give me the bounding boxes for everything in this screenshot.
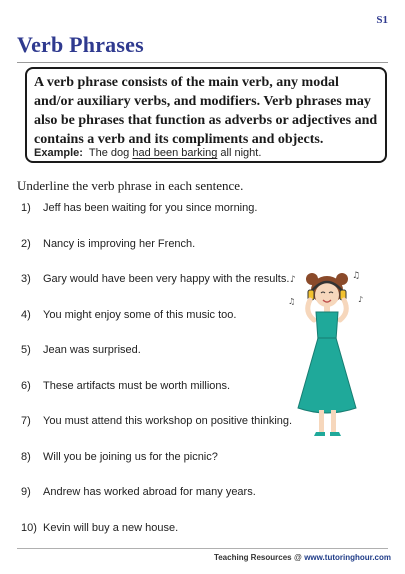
instruction: Underline the verb phrase in each sentence. — [17, 178, 244, 193]
footer-divider — [17, 548, 388, 549]
example-after: all night. — [217, 147, 262, 159]
question-text: Nancy is improving her French. — [43, 237, 196, 250]
question-number: 6) — [21, 379, 31, 392]
question-number: 4) — [21, 308, 31, 321]
footer-at: @ — [293, 553, 302, 562]
question-number: 9) — [21, 486, 31, 498]
question-text: Kevin will buy a new house. — [43, 521, 179, 534]
question-number: 2) — [21, 237, 31, 250]
question-item — [21, 238, 195, 250]
question-text: You must attend this workshop on positive thinking. — [43, 415, 293, 427]
footer-brand: Teaching Resources — [213, 553, 292, 562]
question-item — [21, 309, 236, 321]
question-number: 3) — [21, 273, 31, 285]
question-text: Jeff has been waiting for you since morning. — [43, 202, 258, 214]
example-verb-phrase: had been barking — [132, 147, 218, 159]
question-item — [21, 415, 292, 427]
svg-text:♫: ♫ — [352, 271, 361, 281]
svg-text:♪: ♪ — [358, 295, 364, 304]
question-text: Jean was surprised. — [43, 344, 141, 356]
page-title: Verb Phrases — [17, 32, 144, 57]
question-text: These artifacts must be worth millions. — [43, 379, 231, 392]
example-label: Example: — [34, 147, 83, 159]
question-item — [21, 273, 289, 285]
example-before: The dog — [88, 147, 133, 159]
question-item — [21, 451, 218, 463]
question-text: Gary would have been very happy with the results. — [43, 273, 290, 285]
question-number: 5) — [21, 344, 31, 356]
svg-text:♪: ♪ — [290, 275, 296, 285]
question-text: Will you be joining us for the picnic? — [43, 450, 218, 463]
question-item — [21, 202, 257, 214]
question-number: 10) — [21, 521, 37, 534]
question-item — [21, 380, 230, 392]
svg-text:♫: ♫ — [288, 297, 296, 306]
sheet-id: S1 — [376, 14, 388, 26]
question-item — [21, 486, 256, 498]
question-number: 7) — [21, 415, 31, 427]
question-number: 1) — [21, 202, 31, 214]
question-number: 8) — [21, 450, 31, 463]
question-text: You might enjoy some of this music too. — [43, 308, 237, 321]
footer — [214, 553, 391, 562]
girl-with-headphones-illustration — [286, 268, 370, 440]
definition-box — [25, 67, 387, 163]
question-text: Andrew has worked abroad for many years. — [43, 486, 256, 498]
title-divider — [17, 62, 388, 63]
question-item — [21, 344, 141, 356]
example-line — [34, 147, 261, 159]
footer-url[interactable]: www.tutoringhour.com — [304, 553, 391, 562]
definition-text: A verb phrase consists of the main verb, any modal and/or auxiliary verbs, and modifiers. Verb phrases may also be phrases that function as adverbs or adjectives and contains a verb and its compliments and objects. — [34, 75, 378, 147]
question-item — [21, 522, 178, 534]
